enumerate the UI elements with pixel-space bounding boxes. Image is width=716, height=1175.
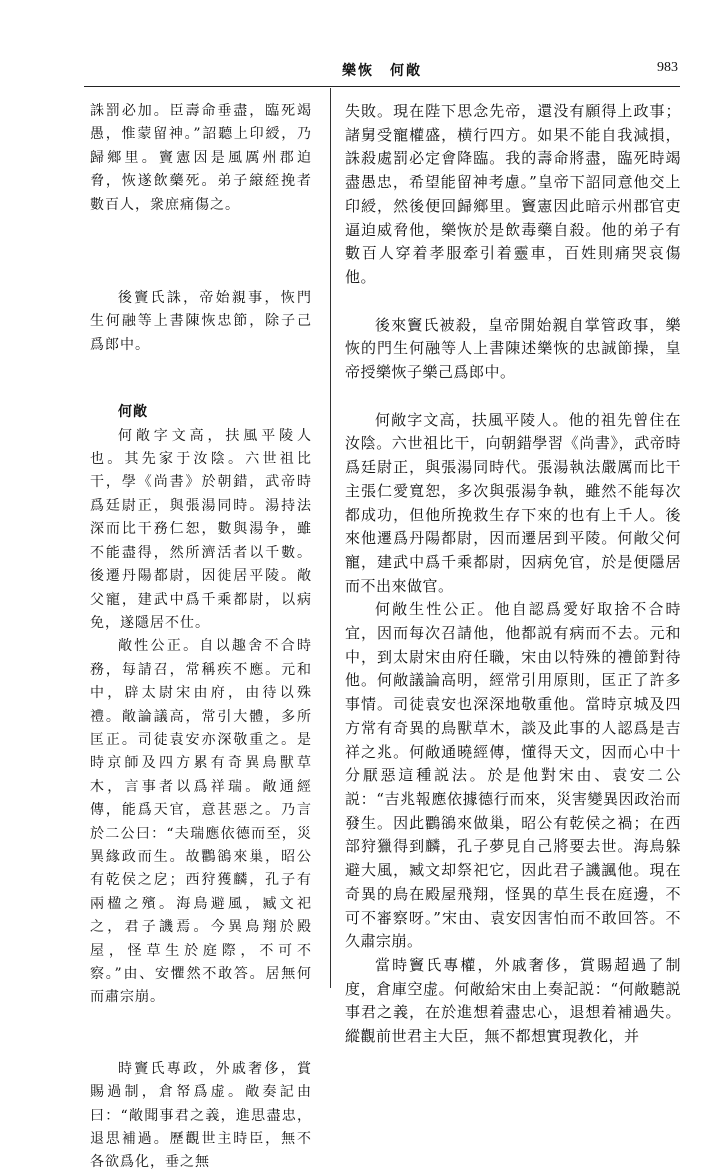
section-title: 何敞: [118, 404, 148, 421]
classical-text-column: [90, 100, 312, 1175]
running-title: 樂恢 何敞: [342, 63, 422, 79]
classical-paragraph-4: 敞性公正。自以趣舍不合時務，每請召，常稱疾不應。元和中，辟太尉宋由府，由待以殊禮。敞論議高，常引大體，多所匡正。司徒袁安亦深敬重之。是時京師及四方累有奇異鳥獸草木，言事者以爲祥瑞。敞通經傳，能爲天官，意甚惡之。乃言於二公曰：“夫瑞應依德而至，災異緣政而生。故鸜鵒來巢，昭公有乾侯之戹；西狩獲麟，孔子有兩楹之殯。海鳥避風，臧文祀之，君子譏焉。今異鳥翔於殿屋，怪草生於庭際，不可不察。”由、安懼然不敢答。居無何而肅宗崩。: [90, 638, 312, 1006]
column-divider: [330, 88, 331, 988]
classical-paragraph-5: 時竇氏專政，外戚奢侈，賞賜過制，倉帑爲虚。敞奏記由曰：“敞聞事君之義，進思盡忠，退思補過。歷觀世主時臣，無不各欲爲化，垂之無: [90, 1060, 312, 1171]
translation-paragraph-5: 當時竇氏專權，外戚奢侈，賞賜超過了制度，倉庫空虚。何敞給宋由上奏記説：“何敞聽説事君之義，在於進想着盡忠心，退想着補過失。縱觀前世君主大臣，無不都想實現教化，并: [345, 955, 681, 1046]
translation-paragraph-3: 何敞字文高，扶風平陵人。他的祖先曾住在汝陰。六世祖比干，向朝錯學習《尚書》，武帝時爲廷尉正，與張湯同時代。張湯執法嚴厲而比干主張仁愛寬恕，多次與張湯争執，雖然不能每次都成功，但他所挽救生存下來的也有上千人。後來他遷爲丹陽都尉，因而遷居到平陵。何敞父何寵，建武中爲千乘都尉，因病免官，於是便隱居而不出來做官。: [345, 410, 681, 595]
running-header: [84, 58, 680, 82]
header-rule: [84, 86, 680, 87]
translation-paragraph-1: 失敗。現在陛下思念先帝，還没有願得上政事；諸舅受寵權盛，横行四方。如果不能自我減損，誅殺處罰必定會降臨。我的壽命將盡，臨死時竭盡愚忠，希望能留神考慮。”皇帝下詔同意他交上印綬，然後便回歸鄉里。竇憲因此暗示州郡官吏逼迫威脅他，樂恢於是飲毒藥自殺。他的弟子有數百人穿着孝服牽引着靈車，百姓則痛哭哀傷他。: [345, 102, 681, 286]
classical-paragraph-2: 後竇氏誅，帝始親事，恢門生何融等上書陳恢忠節，除子己爲郎中。: [90, 290, 312, 353]
classical-paragraph-1: 誅罰必加。臣壽命垂盡，臨死竭愚，惟蒙留神。”詔聽上印綬，乃歸鄉里。竇憲因是風厲州郡迫脅，恢遂飲藥死。弟子縗絰挽者數百人，衆庶痛傷之。: [90, 103, 312, 213]
classical-paragraph-3: 何敞字文高，扶風平陵人也。其先家于汝陰。六世祖比干，學《尚書》於朝錯，武帝時爲廷尉正，與張湯同時。湯持法深而比干務仁恕，數與湯争，雖不能盡得，然所濟活者以千數。後遷丹陽都尉，因徙居平陵。敞父寵，建武中爲千乘都尉，以病免，遂隱居不仕。: [90, 427, 312, 631]
translation-paragraph-2: 後來竇氏被殺，皇帝開始親自掌管政事，樂恢的門生何融等人上書陳述樂恢的忠誠節操，皇帝授樂恢子樂己爲郎中。: [345, 315, 681, 382]
page-number: 983: [657, 60, 678, 75]
translation-column: [345, 100, 681, 1049]
translation-paragraph-4: 何敞生性公正。他自認爲愛好取捨不合時宜，因而每次召請他，他都説有病而不去。元和中，到太尉宋由府任職，宋由以特殊的禮節對待他。何敞議論高明，經常引用原則，匡正了許多事情。司徒袁安也深深地敬重他。當時京城及四方常有奇異的鳥獸草木，談及此事的人認爲是吉祥之兆。何敞通曉經傳，懂得天文，因而心中十分厭惡這種説法。於是他對宋由、袁安二公説：“吉兆報應依據德行而來，災害變異因政治而發生。因此鸜鵒來做巢，昭公有乾侯之禍；在西部狩獵得到麟，孔子夢見自己將要去世。海鳥躲避大風，臧文却祭祀它，因此君子譏諷他。現在奇異的鳥在殿屋飛翔，怪異的草生長在庭邊，不可不審察呀。”宋由、袁安因害怕而不敢回答。不久肅宗崩。: [345, 600, 681, 951]
